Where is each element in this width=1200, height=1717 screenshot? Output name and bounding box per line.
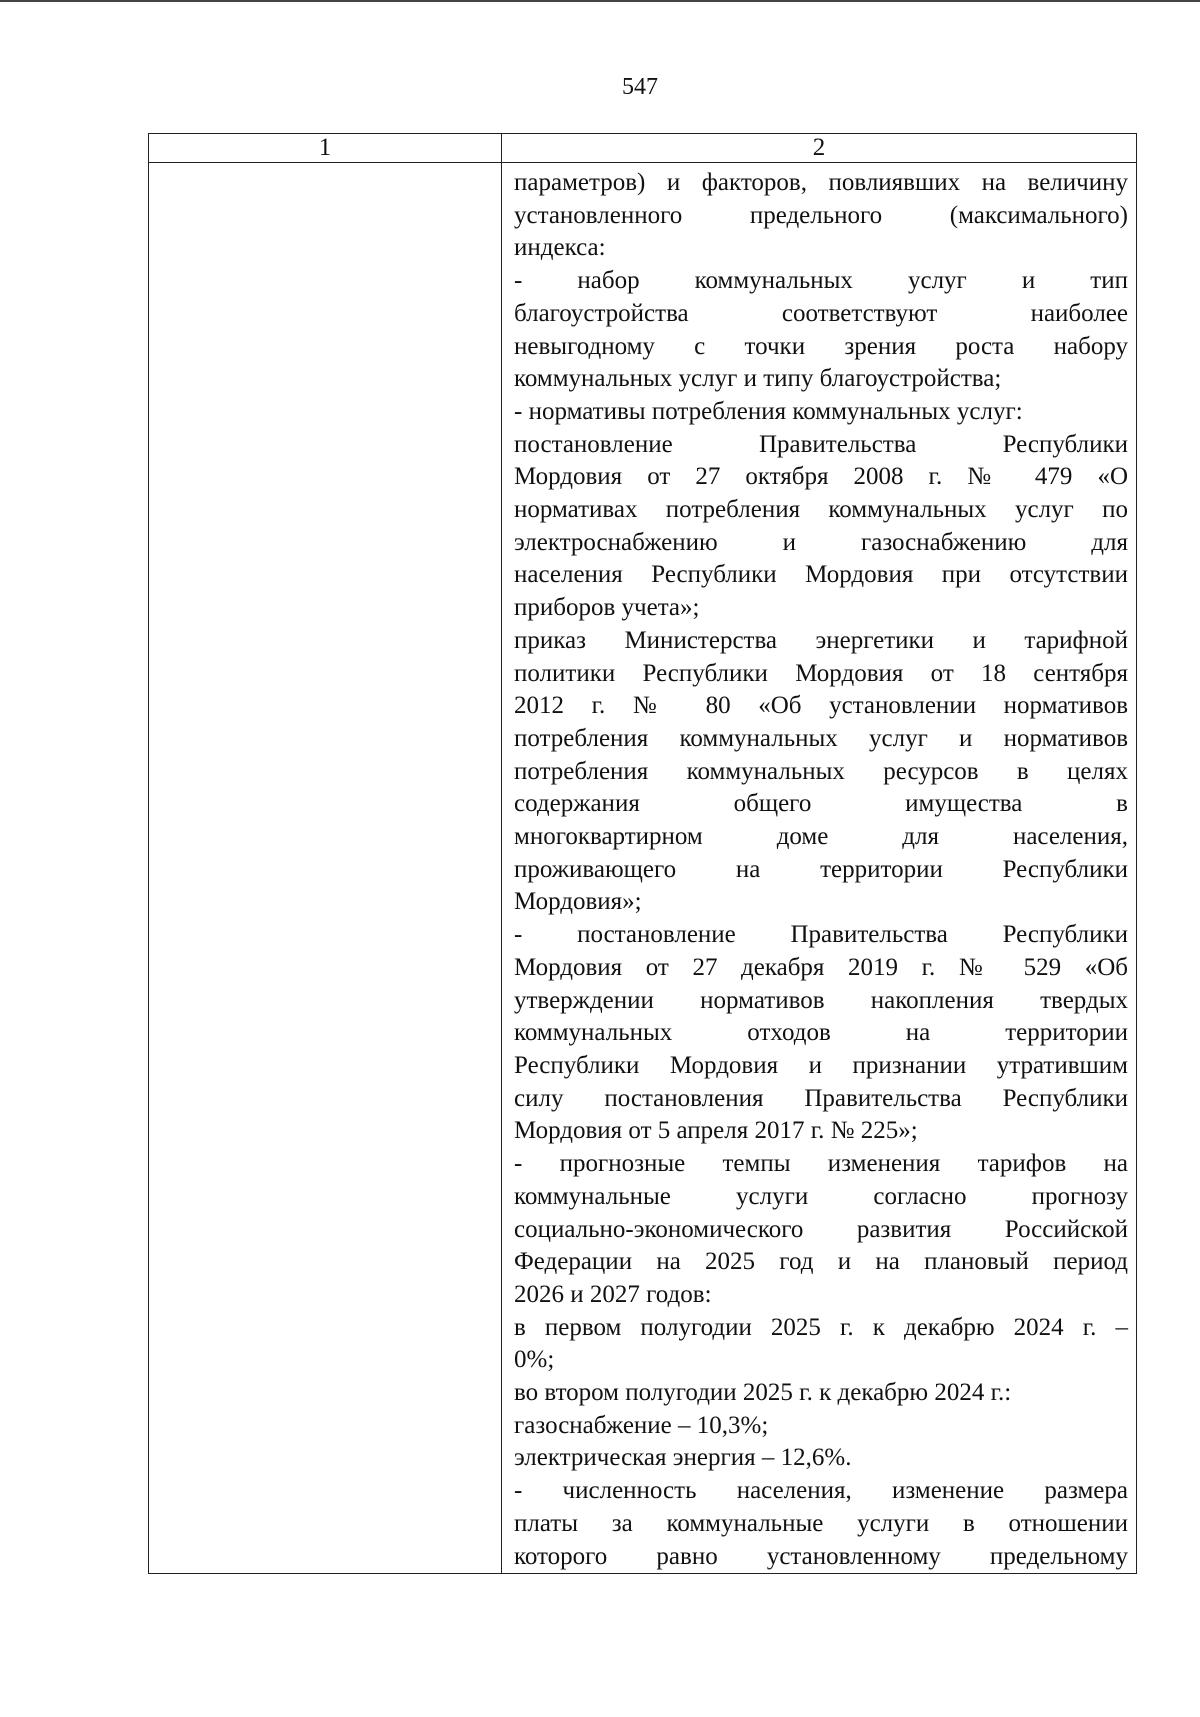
text-line: которого равно установленному предельному — [514, 1542, 1128, 1570]
text-line: электрическая энергия – 12,6%. — [514, 1444, 852, 1472]
text-line: 2026 и 2027 годов: — [514, 1280, 712, 1308]
text-line: Мордовия от 5 апреля 2017 г. № 225»; — [514, 1117, 918, 1145]
text-line: - набор коммунальных услуг и тип — [514, 267, 1128, 295]
text-line: газоснабжение – 10,3%; — [514, 1411, 769, 1439]
column-2-text — [514, 167, 1128, 1573]
text-line: коммунальных услуг и типу благоустройства; — [514, 365, 1002, 393]
page-number: 547 — [622, 74, 658, 100]
text-line: невыгодному с точки зрения роста набору — [514, 332, 1128, 360]
text-line: 2012 г. № 80 «Об установлении нормативов — [514, 692, 1128, 720]
text-line: проживающего на территории Республики — [514, 855, 1128, 883]
text-line: населения Республики Мордовия при отсутствии — [514, 561, 1128, 589]
text-line: - численность населения, изменение размера — [514, 1477, 1128, 1505]
column-1-cell — [149, 163, 502, 1574]
text-line: коммунальные услуги согласно прогнозу — [514, 1182, 1128, 1210]
text-line: установленного предельного (максимального) — [514, 201, 1128, 229]
text-line: содержания общего имущества в — [514, 790, 1128, 818]
text-line: приказ Министерства энергетики и тарифной — [514, 626, 1128, 654]
column-1-header: 1 — [149, 134, 502, 163]
text-line: в первом полугодии 2025 г. к декабрю 2024 г. – — [514, 1313, 1128, 1341]
text-line: Федерации на 2025 год и на плановый период — [514, 1248, 1128, 1276]
table-body-row — [149, 163, 1137, 1574]
text-line: индекса: — [514, 234, 606, 262]
text-line: коммунальных отходов на территории — [514, 1019, 1128, 1047]
text-line: электроснабжению и газоснабжению для — [514, 528, 1128, 556]
text-line: во втором полугодии 2025 г. к декабрю 2024 г.: — [514, 1379, 1012, 1407]
text-line: Мордовия»; — [514, 888, 642, 916]
text-line: потребления коммунальных ресурсов в целях — [514, 757, 1128, 785]
text-line: благоустройства соответствуют наиболее — [514, 299, 1128, 327]
text-line: - постановление Правительства Республики — [514, 921, 1128, 949]
text-line: 0%; — [514, 1346, 555, 1374]
text-line: потребления коммунальных услуг и нормативов — [514, 724, 1128, 752]
text-line: Республики Мордовия и признании утратившим — [514, 1051, 1128, 1079]
text-line: приборов учета»; — [514, 594, 700, 622]
text-line: постановление Правительства Республики — [514, 430, 1128, 458]
text-line: параметров) и факторов, повлиявших на величину — [514, 169, 1128, 196]
table-header-row — [149, 134, 1137, 163]
text-line: - прогнозные темпы изменения тарифов на — [514, 1150, 1128, 1178]
text-line: утверждении нормативов накопления твердых — [514, 986, 1128, 1014]
text-line: Мордовия от 27 декабря 2019 г. № 529 «Об — [514, 953, 1128, 981]
column-2-header: 2 — [502, 134, 1137, 163]
text-line: платы за коммунальные услуги в отношении — [514, 1509, 1128, 1537]
document-table — [148, 133, 1137, 1574]
text-line: социально-экономического развития Российской — [514, 1215, 1128, 1243]
text-line: - нормативы потребления коммунальных услуг: — [514, 397, 1023, 425]
text-line: нормативах потребления коммунальных услуг по — [514, 496, 1128, 524]
text-line: Мордовия от 27 октября 2008 г. № 479 «О — [514, 463, 1128, 491]
text-line: силу постановления Правительства Республики — [514, 1084, 1128, 1112]
text-line: политики Республики Мордовия от 18 сентября — [514, 659, 1128, 687]
page-top-edge — [0, 0, 1200, 2]
column-2-cell — [502, 163, 1137, 1574]
text-line: многоквартирном доме для населения, — [514, 823, 1128, 851]
